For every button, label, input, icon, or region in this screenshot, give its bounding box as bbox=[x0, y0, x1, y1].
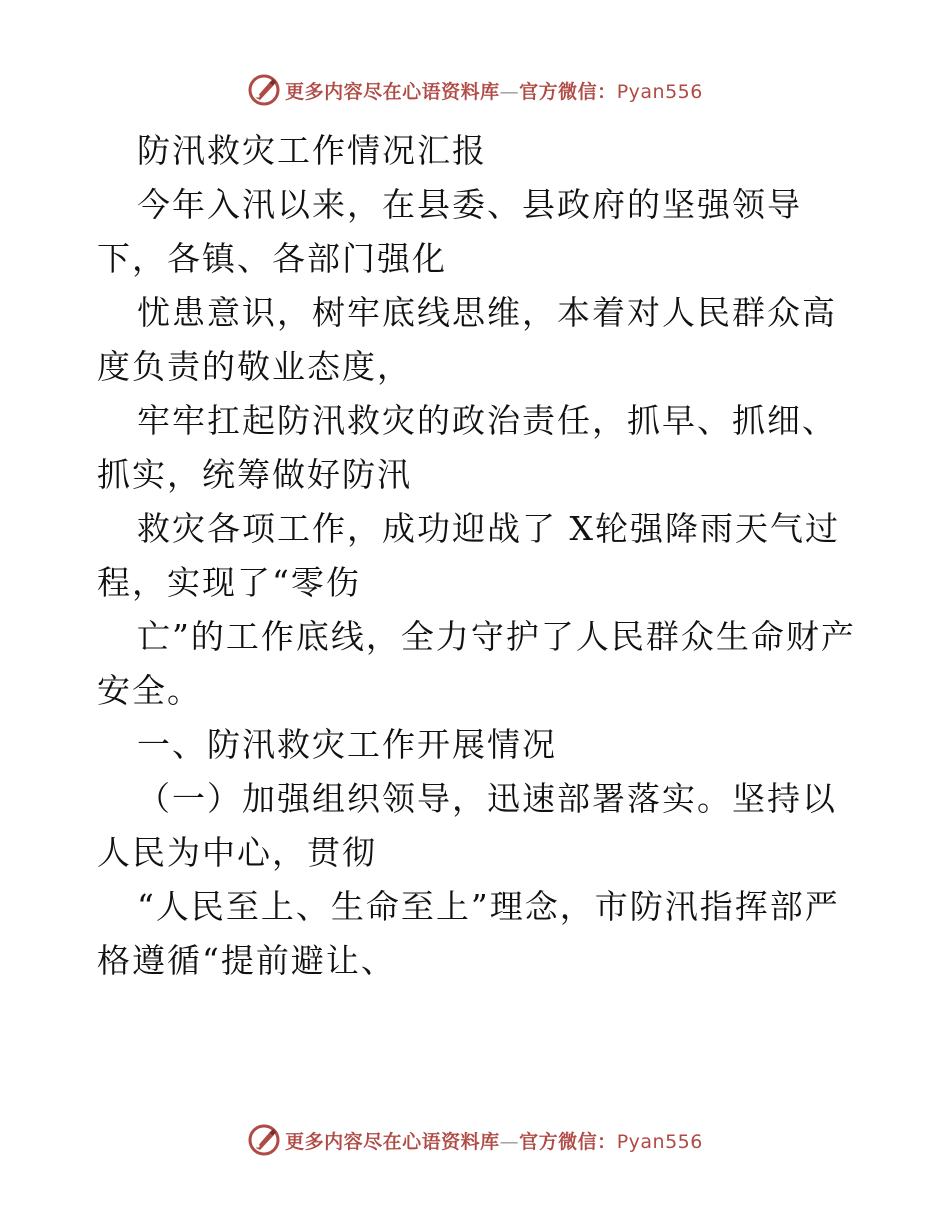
paragraph: 忧患意识，树牢底线思维，本着对人民群众高度负责的敬业态度， bbox=[97, 293, 837, 386]
header-banner bbox=[0, 68, 950, 112]
paragraph: 亡”的工作底线，全力守护了人民群众生命财产安全。 bbox=[97, 617, 856, 710]
banner-wechat-label: 官方微信： bbox=[519, 1130, 617, 1153]
document-body bbox=[97, 124, 857, 988]
banner-wechat-id: Pyan556 bbox=[616, 1130, 703, 1153]
paragraph: （一）加强组织领导，迅速部署落实。坚持以人民为中心，贯彻 bbox=[97, 779, 837, 872]
banner-text bbox=[285, 1127, 703, 1154]
banner-main-text: 更多内容尽在心语资料库 bbox=[285, 1130, 500, 1153]
banner-wechat-id: Pyan556 bbox=[616, 80, 703, 103]
footer-banner bbox=[0, 1118, 950, 1162]
paragraph: 牢牢扛起防汛救灾的政治责任，抓早、抓细、抓实，统筹做好防汛 bbox=[97, 401, 837, 494]
pen-logo-icon bbox=[247, 1123, 281, 1157]
paragraph: 今年入汛以来，在县委、县政府的坚强领导下，各镇、各部门强化 bbox=[97, 185, 802, 278]
banner-text bbox=[285, 77, 703, 104]
paragraph: 救灾各项工作，成功迎战了 X轮强降雨天气过程，实现了“零伤 bbox=[97, 509, 840, 602]
paragraph: “人民至上、生命至上”理念，市防汛指挥部严格遵循“提前避让、 bbox=[97, 887, 840, 980]
banner-wechat-label: 官方微信： bbox=[519, 80, 617, 103]
section-heading: 一、防汛救灾工作开展情况 bbox=[137, 725, 557, 764]
banner-separator: — bbox=[499, 1130, 520, 1153]
banner-main-text: 更多内容尽在心语资料库 bbox=[285, 80, 500, 103]
pen-logo-icon bbox=[247, 73, 281, 107]
banner-separator: — bbox=[499, 80, 520, 103]
document-title: 防汛救灾工作情况汇报 bbox=[137, 131, 487, 170]
